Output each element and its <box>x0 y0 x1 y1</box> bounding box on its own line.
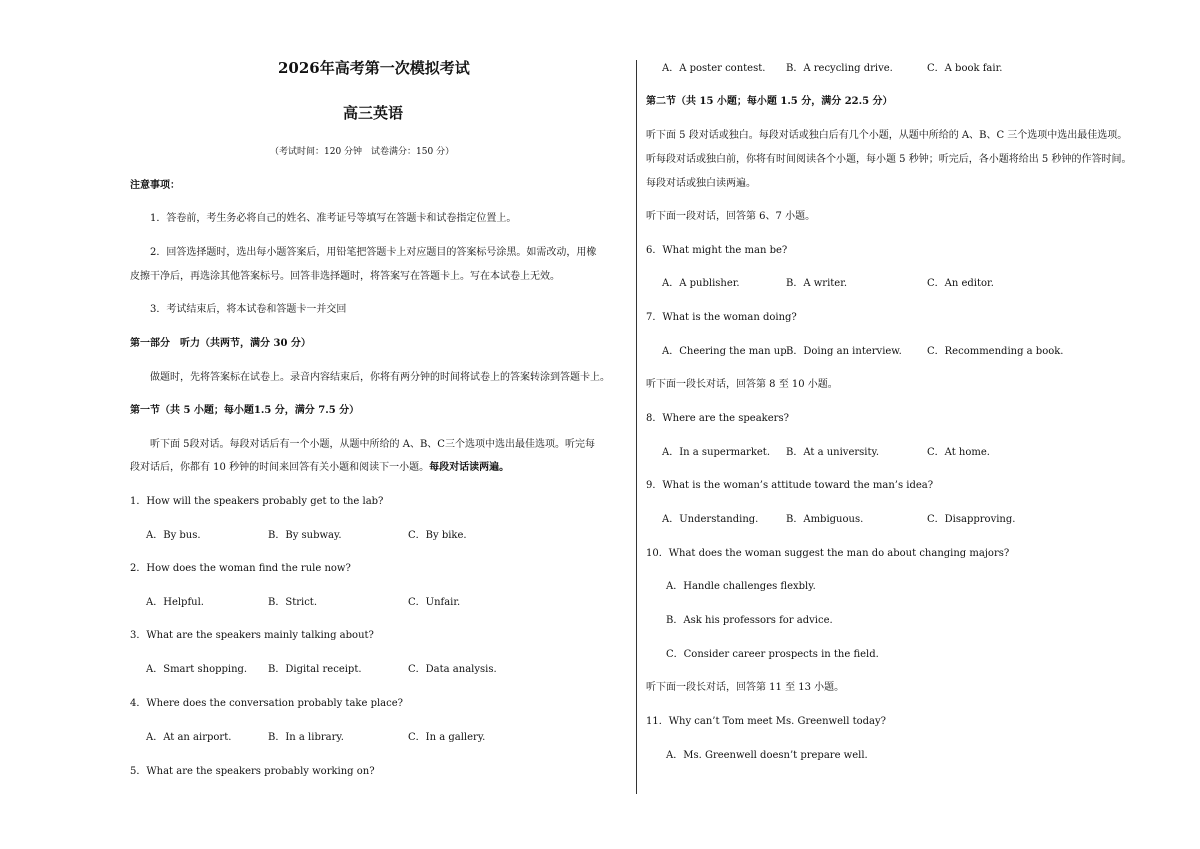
option-b: B．A writer. <box>786 278 848 289</box>
section2-intro: 每段对话或独白读两遍。 <box>646 178 756 189</box>
notice-item: 3．考试结束后，将本试卷和答题卡一并交回 <box>150 304 347 315</box>
dialog-instruction: 听下面一段对话，回答第 6、7 小题。 <box>646 211 816 222</box>
question-2: 2．How does the woman find the rule now? <box>130 563 351 574</box>
option-a: A．A poster contest. <box>662 63 766 74</box>
option-c: C．In a gallery. <box>408 732 486 743</box>
option-c: C．Recommending a book. <box>927 346 1064 357</box>
exam-title: 2026年高考第一次模拟考试 <box>278 59 470 77</box>
question-6: 6．What might the man be? <box>646 245 788 256</box>
option-a: A．At an airport. <box>146 732 232 743</box>
option-a: A．Ms. Greenwell doesn’t prepare well. <box>666 750 868 761</box>
question-11: 11．Why can’t Tom meet Ms. Greenwell today? <box>646 716 886 727</box>
option-b: B．A recycling drive. <box>786 63 893 74</box>
option-c: C．At home. <box>927 447 990 458</box>
option-a: A．Understanding. <box>662 514 759 525</box>
option-b: B．Ambiguous. <box>786 514 864 525</box>
option-b: B．Strict. <box>268 597 317 608</box>
dialog-instruction: 听下面一段长对话，回答第 11 至 13 小题。 <box>646 682 845 693</box>
option-a: A．Cheering the man up. <box>662 346 790 357</box>
part1-heading: 第一部分 听力（共两节，满分 30 分） <box>130 338 311 349</box>
question-3: 3．What are the speakers mainly talking about? <box>130 630 374 641</box>
exam-subject: 高三英语 <box>343 104 404 122</box>
notice-item: 2．回答选择题时，选出每小题答案后，用铅笔把答题卡上对应题目的答案标号涂黑。如需改动，用橡 <box>150 247 597 258</box>
option-b: B．Digital receipt. <box>268 664 362 675</box>
part1-intro: 做题时，先将答案标在试卷上。录音内容结束后，你将有两分钟的时间将试卷上的答案转涂到答题卡上。 <box>150 372 610 383</box>
question-7: 7．What is the woman doing? <box>646 312 797 323</box>
option-a: A．In a supermarket. <box>662 447 771 458</box>
option-c: C．Consider career prospects in the field. <box>666 649 879 660</box>
option-b: B．Doing an interview. <box>786 346 902 357</box>
column-divider <box>636 60 637 794</box>
notice-item: 皮擦干净后，再选涂其他答案标号。回答非选择题时，将答案写在答题卡上。写在本试卷上无效。 <box>130 271 560 282</box>
section2-intro: 听每段对话或独白前，你将有时间阅读各个小题，每小题 5 秒钟；听完后，各小题将给出 5 秒钟的作答时间。 <box>646 154 1132 165</box>
option-a: A．Smart shopping. <box>146 664 248 675</box>
question-5: 5．What are the speakers probably working on? <box>130 766 375 777</box>
option-b: B．By subway. <box>268 530 342 541</box>
section1-heading: 第一节（共 5 小题；每小题1.5 分，满分 7.5 分） <box>130 405 360 416</box>
notice-item: 1．答卷前，考生务必将自己的姓名、准考证号等填写在答题卡和试卷指定位置上。 <box>150 213 517 224</box>
section2-intro: 听下面 5 段对话或独白。每段对话或独白后有几个小题，从题中所给的 A、B、C 三个选项中选出最佳选项。 <box>646 130 1128 141</box>
question-9: 9．What is the woman’s attitude toward the man’s idea? <box>646 480 934 491</box>
option-b: B．In a library. <box>268 732 344 743</box>
notice-heading: 注意事项： <box>130 180 180 191</box>
option-a: A．Helpful. <box>146 597 204 608</box>
question-8: 8．Where are the speakers? <box>646 413 789 424</box>
option-c: C．By bike. <box>408 530 467 541</box>
question-1: 1．How will the speakers probably get to the lab? <box>130 496 384 507</box>
section1-intro: 听下面 5段对话。每段对话后有一个小题，从题中所给的 A、B、C三个选项中选出最佳选项。听完每 <box>150 439 595 450</box>
option-a: A．Handle challenges flexbly. <box>666 581 816 592</box>
option-a: A．By bus. <box>146 530 201 541</box>
option-c: C．An editor. <box>927 278 994 289</box>
dialog-instruction: 听下面一段长对话，回答第 8 至 10 小题。 <box>646 379 838 390</box>
right-column <box>638 0 1200 849</box>
option-c: C．Data analysis. <box>408 664 497 675</box>
section1-intro-2: 段对话后，你都有 10 秒钟的时间来回答有关小题和阅读下一小题。每段对话读两遍。 <box>130 462 510 473</box>
option-c: C．A book fair. <box>927 63 1003 74</box>
question-10: 10．What does the woman suggest the man do about changing majors? <box>646 548 1010 559</box>
option-b: B．At a university. <box>786 447 880 458</box>
option-c: C．Disapproving. <box>927 514 1016 525</box>
option-b: B．Ask his professors for advice. <box>666 615 833 626</box>
section2-heading: 第二节（共 15 小题；每小题 1.5 分，满分 22.5 分） <box>646 96 893 107</box>
exam-info: （考试时间：120 分钟 试卷满分：150 分） <box>270 147 455 157</box>
option-a: A．A publisher. <box>662 278 740 289</box>
question-4: 4．Where does the conversation probably take place? <box>130 698 404 709</box>
option-c: C．Unfair. <box>408 597 461 608</box>
